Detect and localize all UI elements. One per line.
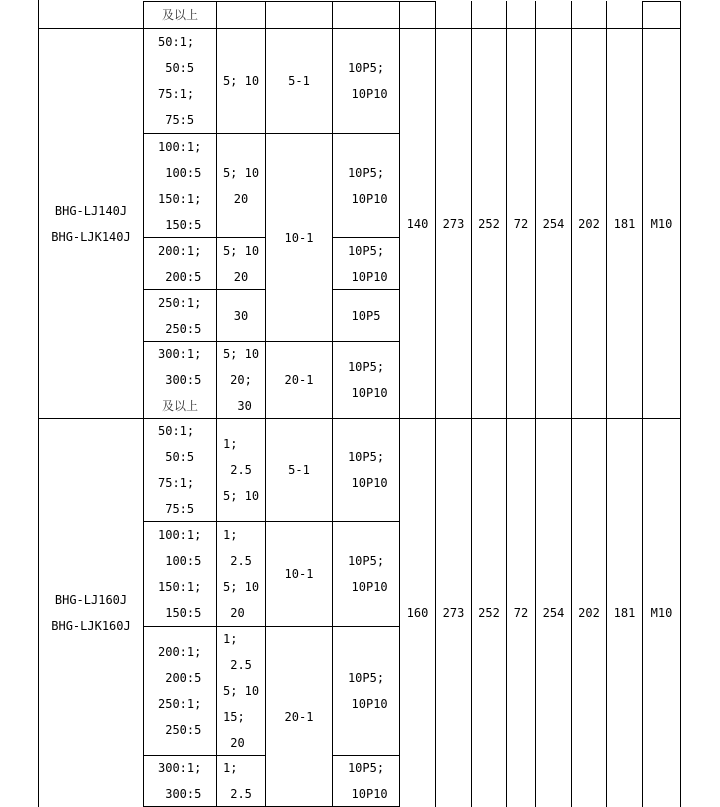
- model-name: BHG-LJ140J: [54, 203, 128, 218]
- dim-value: 254: [542, 216, 565, 231]
- ratio-text: 100:5: [158, 165, 202, 180]
- ratio-text: 300:1;: [158, 761, 202, 775]
- ratio-text: 50:5: [158, 450, 195, 464]
- protection-cell: [333, 522, 399, 626]
- class-text: 20-1: [284, 710, 314, 724]
- protection-text: 10P10: [344, 386, 388, 400]
- dim-cell: [572, 419, 606, 807]
- capacity-cell: [217, 290, 265, 341]
- ratio-cell: [144, 2, 216, 28]
- capacity-cell: [217, 134, 265, 237]
- protection-text: 10P5;: [347, 360, 385, 374]
- capacity-cell: [217, 522, 265, 626]
- class-cell: [266, 134, 332, 341]
- ratio-text: 150:5: [158, 217, 202, 232]
- capacity-text: 1;: [223, 632, 238, 646]
- capacity-text: 1;: [223, 437, 238, 451]
- capacity-text: 20: [233, 191, 249, 206]
- dim-cell: [572, 29, 606, 418]
- capacity-text: 20: [223, 736, 245, 750]
- ratio-text: 75:5: [158, 502, 195, 516]
- dim-value: M10: [650, 216, 673, 231]
- capacity-text: 20: [223, 606, 245, 620]
- class-text: 5-1: [288, 74, 310, 88]
- ratio-text: 300:1;: [158, 347, 202, 361]
- protection-text: 10P10: [344, 269, 388, 284]
- protection-cell: [333, 756, 399, 806]
- capacity-text: 5; 10: [223, 580, 260, 594]
- model-name: BHG-LJ160J: [54, 593, 128, 607]
- protection-text: 10P5;: [347, 243, 385, 258]
- dim-value: 273: [442, 606, 465, 620]
- dim-value: 273: [442, 216, 465, 231]
- capacity-text: 5; 10: [222, 74, 260, 88]
- capacity-text: 5; 10: [223, 684, 260, 698]
- ratio-text: 及以上: [162, 399, 199, 413]
- capacity-text: 30: [233, 308, 249, 323]
- model-name: BHG-LJK140J: [51, 229, 131, 244]
- dim-cell: [643, 419, 680, 807]
- ratio-text: 200:1;: [158, 645, 202, 659]
- capacity-text: 2.5: [223, 463, 252, 477]
- protection-text: 10P10: [344, 476, 388, 490]
- dim-cell: [507, 29, 535, 418]
- ratio-text: 250:5: [158, 723, 202, 737]
- protection-text: 10P5;: [347, 165, 385, 180]
- ratio-text: 100:1;: [158, 528, 202, 542]
- capacity-cell: [217, 627, 265, 755]
- ratio-cell: [144, 134, 216, 237]
- ratio-cell: [144, 522, 216, 626]
- ratio-text: 200:5: [158, 671, 202, 685]
- protection-cell: [333, 238, 399, 289]
- dim-value: 160: [406, 606, 429, 620]
- capacity-text: 1;: [223, 761, 238, 775]
- capacity-text: 2.5: [223, 787, 252, 801]
- capacity-cell: [217, 238, 265, 289]
- class-cell: [266, 419, 332, 521]
- ratio-text: 150:1;: [158, 191, 202, 206]
- protection-cell: [333, 419, 399, 521]
- dim-cell: [436, 419, 471, 807]
- protection-cell: [333, 290, 399, 341]
- capacity-cell: [217, 419, 265, 521]
- ratio-text: 50:5: [158, 61, 195, 75]
- class-cell: [266, 29, 332, 133]
- grid-line: [680, 1, 681, 807]
- class-text: 20-1: [284, 373, 314, 387]
- protection-cell: [333, 134, 399, 237]
- class-cell: [266, 522, 332, 626]
- capacity-text: 5; 10: [222, 165, 260, 180]
- dim-value: 181: [613, 606, 636, 620]
- model-name: BHG-LJK160J: [51, 619, 131, 633]
- protection-cell: [333, 29, 399, 133]
- ratio-text: 250:1;: [158, 295, 202, 310]
- ratio-text: 150:1;: [158, 580, 202, 594]
- class-text: 5-1: [288, 463, 310, 477]
- protection-text: 10P10: [344, 87, 388, 101]
- dim-cell: [536, 29, 571, 418]
- ratio-cell: [144, 238, 216, 341]
- dim-value: 252: [478, 606, 500, 620]
- protection-text: 10P10: [344, 191, 388, 206]
- protection-text: 10P5;: [347, 554, 385, 568]
- ratio-text: 200:1;: [158, 243, 202, 258]
- model-cell: [39, 29, 143, 418]
- dim-cell: [643, 29, 680, 418]
- class-cell: [266, 342, 332, 418]
- capacity-text: 1;: [223, 528, 238, 542]
- ratio-text: 50:1;: [158, 35, 195, 49]
- capacity-text: 5; 10: [222, 347, 260, 361]
- dim-cell: [472, 419, 506, 807]
- ratio-cell: [144, 29, 216, 133]
- ratio-text: 及以上: [161, 8, 198, 22]
- dim-cell: [472, 29, 506, 418]
- protection-text: 10P5;: [347, 61, 385, 75]
- protection-text: 10P10: [344, 697, 388, 711]
- dim-cell: [536, 419, 571, 807]
- ratio-text: 75:5: [158, 113, 195, 127]
- ratio-text: 150:5: [158, 606, 202, 620]
- capacity-cell: [217, 29, 265, 133]
- ratio-text: 250:5: [158, 321, 202, 336]
- dim-value: 202: [578, 606, 600, 620]
- ratio-text: 75:1;: [158, 87, 195, 101]
- protection-text: 10P5: [351, 308, 381, 323]
- capacity-text: 20;: [230, 373, 252, 387]
- dim-cell: [607, 419, 642, 807]
- capacity-cell: [217, 756, 265, 806]
- capacity-text: 2.5: [223, 554, 252, 568]
- ratio-text: 300:5: [158, 373, 202, 387]
- dim-value: 181: [613, 216, 636, 231]
- protection-text: 10P5;: [347, 671, 385, 685]
- capacity-text: 2.5: [223, 658, 252, 672]
- capacity-text: 20: [233, 269, 249, 284]
- ratio-text: 200:5: [158, 269, 202, 284]
- protection-cell: [333, 342, 399, 418]
- capacity-text: 15;: [223, 710, 245, 724]
- ratio-text: 50:1;: [158, 424, 195, 438]
- class-text: 10-1: [284, 567, 314, 581]
- capacity-cell: [217, 342, 265, 418]
- dim-cell: [400, 419, 435, 807]
- dim-cell: [400, 29, 435, 418]
- ratio-text: 300:5: [158, 787, 202, 801]
- protection-text: 10P10: [344, 787, 388, 801]
- ratio-cell: [144, 756, 216, 806]
- dim-value: 202: [578, 216, 600, 231]
- dim-cell: [607, 29, 642, 418]
- protection-cell: [333, 627, 399, 755]
- capacity-text: 30: [230, 399, 252, 413]
- dim-cell: [436, 29, 471, 418]
- model-cell: [39, 419, 143, 807]
- dim-value: M10: [650, 606, 673, 620]
- ratio-cell: [144, 342, 216, 418]
- capacity-text: 5; 10: [223, 489, 260, 503]
- dim-value: 252: [478, 216, 500, 231]
- dim-cell: [507, 419, 535, 807]
- dim-value: 72: [513, 216, 529, 231]
- class-cell: [266, 627, 332, 807]
- ratio-text: 100:5: [158, 554, 202, 568]
- dim-value: 72: [513, 606, 529, 620]
- dim-value: 140: [406, 216, 429, 231]
- ratio-text: 75:1;: [158, 476, 195, 490]
- protection-text: 10P5;: [347, 761, 385, 775]
- capacity-text: 5; 10: [222, 243, 260, 258]
- ratio-cell: [144, 419, 216, 521]
- class-text: 10-1: [284, 230, 314, 245]
- dim-value: 254: [542, 606, 565, 620]
- ratio-text: 250:1;: [158, 697, 202, 711]
- protection-text: 10P5;: [347, 450, 385, 464]
- protection-text: 10P10: [344, 580, 388, 594]
- ratio-cell: [144, 627, 216, 755]
- ratio-text: 100:1;: [158, 139, 202, 154]
- grid-line: [642, 1, 681, 2]
